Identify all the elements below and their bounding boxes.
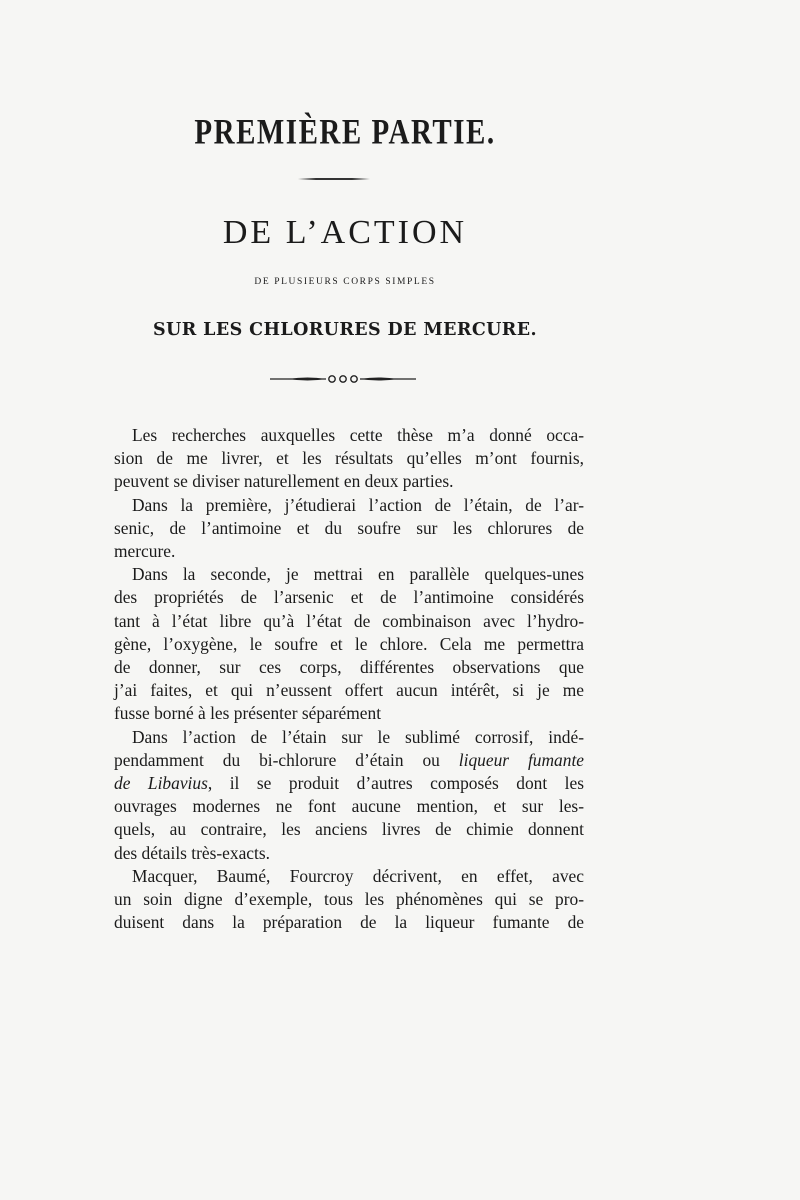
paragraph-3-line-1: Dans la seconde, je mettrai en parallèle quelques-unes [132, 564, 584, 585]
paragraph-4-line-3 [114, 772, 584, 795]
body-text [114, 424, 584, 934]
paragraph-1-line-1: Les recherches auxquelles cette thèse m’a donné occa- [132, 425, 584, 445]
paragraph-4-line-1: Dans l’action de l’étain sur le sublimé corrosif, indé- [132, 726, 584, 747]
paragraph-5-line-2: un soin digne d’exemple, tous les phénomènes qui se pro- [114, 889, 584, 910]
libavius-term: de Libavius [114, 773, 208, 794]
subtitle-small: DE PLUSIEURS CORPS SIMPLES [254, 277, 436, 287]
paragraph-3-line-7: fusse borné à les présenter séparément [114, 703, 382, 724]
subtitle-bold: SUR LES CHLORURES DE MERCURE. [153, 320, 537, 340]
paragraph-2-line-1: Dans la première, j’étudierai l’action de l’étain, de l’ar- [132, 494, 584, 515]
paragraph-4-line-2 [114, 749, 584, 772]
paragraph-5-line-1: Macquer, Baumé, Fourcroy décrivent, en effet, avec [132, 865, 584, 886]
paragraph-4-line-4: ouvrages modernes ne font aucune mention, et sur les- [114, 796, 584, 817]
paragraph-3-line-6: j’ai faites, et qui n’eussent offert aucun intérêt, si je me [114, 680, 584, 701]
paragraph-3-line-5: de donner, sur ces corps, différentes observations que [114, 657, 584, 678]
paragraph-1-line-2: sion de me livrer, et les résultats qu’elles m’ont fournis, [114, 448, 584, 469]
paragraph-5-line-3: duisent dans la préparation de la liqueur fumante de [114, 912, 584, 933]
paragraph-1-line-3: peuvent se diviser naturellement en deux parties. [114, 471, 454, 492]
paragraph-4-line-5: quels, au contraire, les anciens livres de chimie donnent [114, 819, 584, 840]
paragraph-2-line-3: mercure. [114, 541, 176, 562]
paragraph-3-line-3: tant à l’état libre qu’à l’état de combinaison avec l’hydro- [114, 610, 584, 631]
paragraph-3-line-2: des propriétés de l’arsenic et de l’antimoine considérés [114, 587, 584, 608]
paragraph-4-line-2-text: pendamment du bi-chlorure d’étain ou [114, 749, 459, 770]
part-title: PREMIÈRE PARTIE. [194, 112, 496, 152]
ornament-divider [268, 372, 418, 386]
paragraph-3-line-4: gène, l’oxygène, le soufre et le chlore. Cela me permettra [114, 633, 584, 654]
paragraph-4-line-6: des détails très-exacts. [114, 842, 270, 863]
title-divider-rule [298, 178, 370, 180]
liqueur-fumante-term: liqueur fumante [458, 749, 584, 770]
paragraph-4-line-3-text: , il se produit d’autres composés dont les [207, 773, 585, 794]
paragraph-2-line-2: senic, de l’antimoine et du soufre sur les chlorures de [114, 517, 584, 538]
main-title: DE L’ACTION [222, 214, 468, 251]
